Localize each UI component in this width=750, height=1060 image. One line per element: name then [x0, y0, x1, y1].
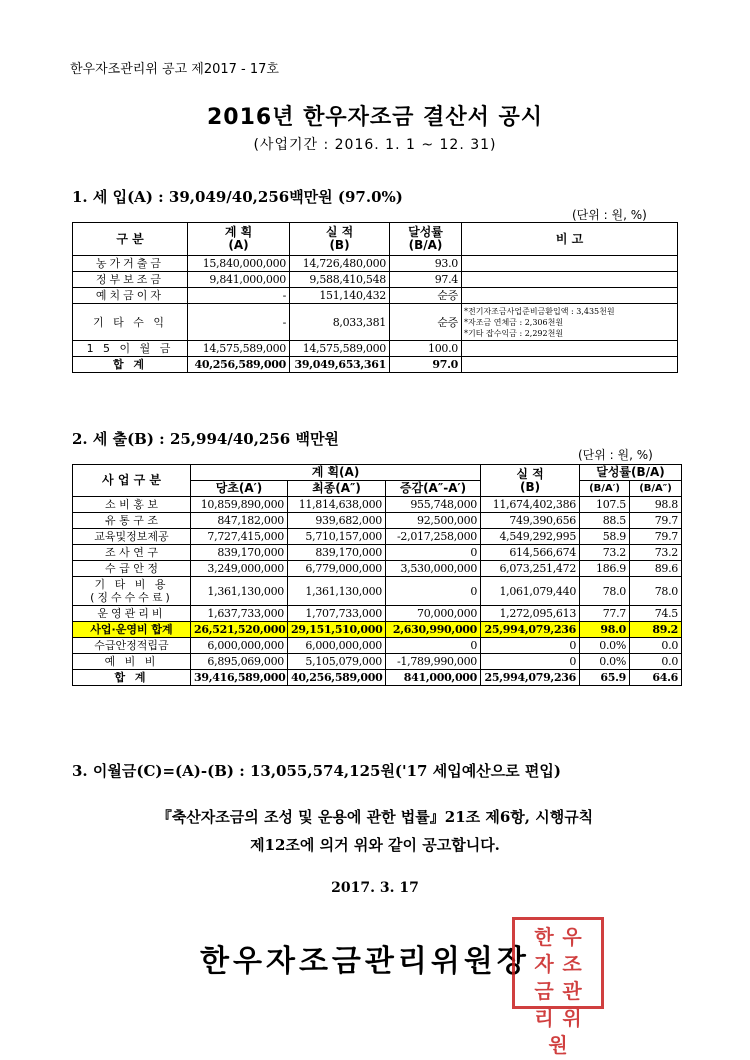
col-plan: 계 획(A) — [191, 465, 481, 481]
table-row — [73, 304, 678, 341]
final-value: 6,000,000,000 — [288, 638, 386, 654]
actual-value: 14,575,589,000 — [290, 341, 390, 357]
initial-value: 10,859,890,000 — [191, 497, 288, 513]
actual-value: 1,061,079,440 — [481, 577, 580, 606]
actual-value: 11,674,402,386 — [481, 497, 580, 513]
diff-value: -2,017,258,000 — [386, 529, 481, 545]
rate-final-value: 98.8 — [630, 497, 682, 513]
remarks-cell — [462, 288, 678, 304]
rate-final-value: 0.0 — [630, 638, 682, 654]
initial-value: 39,416,589,000 — [191, 670, 288, 686]
row-label: 합 계 — [73, 357, 188, 373]
row-label: 정부보조금 — [73, 272, 188, 288]
actual-value: 1,272,095,613 — [481, 606, 580, 622]
initial-value: 1,637,733,000 — [191, 606, 288, 622]
rate-value: 순증 — [390, 304, 462, 341]
diff-value: -1,789,990,000 — [386, 654, 481, 670]
diff-value: 92,500,000 — [386, 513, 481, 529]
signature-title: 한우자조금관리위원장 — [200, 944, 530, 979]
law-line-2: 제12조에 의거 위와 같이 공고합니다. — [250, 836, 500, 854]
rate-final-value: 74.5 — [630, 606, 682, 622]
revenue-table — [72, 222, 678, 373]
rate-final-value: 0.0 — [630, 654, 682, 670]
initial-value: 6,000,000,000 — [191, 638, 288, 654]
row-label: 운영관리비 — [73, 606, 191, 622]
table-row — [73, 638, 682, 654]
business-period: (사업기간 : 2016. 1. 1 ~ 12. 31) — [253, 137, 497, 153]
plan-value: 40,256,589,000 — [188, 357, 290, 373]
final-value: 11,814,638,000 — [288, 497, 386, 513]
actual-value: 25,994,079,236 — [481, 622, 580, 638]
col-business: 사 업 구 분 — [73, 465, 191, 497]
revenue-header-row — [73, 223, 678, 256]
row-label: 합 계 — [73, 670, 191, 686]
final-value: 1,361,130,000 — [288, 577, 386, 606]
rate-initial-value: 77.7 — [580, 606, 630, 622]
initial-value: 3,249,000,000 — [191, 561, 288, 577]
expenditure-table — [72, 464, 682, 686]
table-row — [73, 606, 682, 622]
col-actual: 실 적 (B) — [481, 465, 580, 497]
actual-value: 4,549,292,995 — [481, 529, 580, 545]
rate-initial-value: 88.5 — [580, 513, 630, 529]
rate-initial-value: 0.0% — [580, 654, 630, 670]
remark-note: *기타 잡수익금 : 2,292천원 — [464, 328, 564, 338]
announcement-date: 2017. 3. 17 — [331, 880, 419, 896]
seal-char: 리 — [534, 1006, 554, 1030]
final-value: 939,682,000 — [288, 513, 386, 529]
rate-initial-value: 107.5 — [580, 497, 630, 513]
plan-value: - — [188, 288, 290, 304]
col-category: 구 분 — [73, 223, 188, 256]
remarks-cell — [462, 304, 678, 341]
rate-initial-value: 98.0 — [580, 622, 630, 638]
actual-value: 8,033,381 — [290, 304, 390, 341]
rate-value: 97.4 — [390, 272, 462, 288]
rate-final-value: 89.2 — [630, 622, 682, 638]
diff-value: 955,748,000 — [386, 497, 481, 513]
table-row — [73, 256, 678, 272]
diff-value: 70,000,000 — [386, 606, 481, 622]
table-row — [73, 561, 682, 577]
subtotal-row — [73, 622, 682, 638]
row-label: 사업·운영비 합계 — [73, 622, 191, 638]
remarks-cell — [462, 341, 678, 357]
col-initial: 당초(A′) — [191, 481, 288, 497]
table-row — [73, 654, 682, 670]
law-line-1: 『축산자조금의 조성 및 운용에 관한 법률』21조 제6항, 시행규칙 — [156, 808, 594, 826]
expenditure-header-row — [73, 465, 682, 481]
actual-value: 749,390,656 — [481, 513, 580, 529]
row-label: 수 급 안 정 — [73, 561, 191, 577]
final-value: 839,170,000 — [288, 545, 386, 561]
seal-char: 관 — [562, 979, 582, 1003]
plan-value: 14,575,589,000 — [188, 341, 290, 357]
final-value: 29,151,510,000 — [288, 622, 386, 638]
seal-char: 원 — [548, 1033, 568, 1057]
rate-initial-value: 65.9 — [580, 670, 630, 686]
rate-final-value: 73.2 — [630, 545, 682, 561]
seal-char: 우 — [562, 925, 582, 949]
rate-value: 93.0 — [390, 256, 462, 272]
total-row — [73, 357, 678, 373]
seal-char: 위 — [562, 1006, 582, 1030]
remarks-cell — [462, 357, 678, 373]
initial-value: 6,895,069,000 — [191, 654, 288, 670]
row-label: 소 비 홍 보 — [73, 497, 191, 513]
rate-final-value: 89.6 — [630, 561, 682, 577]
section1-heading: 1. 세 입(A) : 39,049/40,256백만원 (97.0%) — [72, 188, 403, 206]
initial-value: 1,361,130,000 — [191, 577, 288, 606]
row-label: 기 타 비 용 (징수수수료) — [73, 577, 191, 606]
section2-unit: (단위 : 원, %) — [578, 448, 653, 462]
col-final: 최종(A″) — [288, 481, 386, 497]
seal-char: 금 — [534, 979, 554, 1003]
rate-final-value: 78.0 — [630, 577, 682, 606]
actual-value: 0 — [481, 638, 580, 654]
initial-value: 26,521,520,000 — [191, 622, 288, 638]
final-value: 5,710,157,000 — [288, 529, 386, 545]
notice-number: 한우자조관리위 공고 제2017 - 17호 — [70, 62, 279, 77]
actual-value: 151,140,432 — [290, 288, 390, 304]
diff-value: 0 — [386, 577, 481, 606]
rate-final-value: 64.6 — [630, 670, 682, 686]
diff-value: 0 — [386, 638, 481, 654]
actual-value: 9,588,410,548 — [290, 272, 390, 288]
actual-value: 0 — [481, 654, 580, 670]
section3-heading: 3. 이월금(C)=(A)-(B) : 13,055,574,125원('17 세입예산으로 편입) — [72, 762, 561, 780]
seal-char: 조 — [562, 952, 582, 976]
col-plan: 계 획 (A) — [188, 223, 290, 256]
actual-value: 614,566,674 — [481, 545, 580, 561]
table-row — [73, 341, 678, 357]
col-actual: 실 적 (B) — [290, 223, 390, 256]
rate-final-value: 79.7 — [630, 529, 682, 545]
rate-value: 순증 — [390, 288, 462, 304]
row-label: 기 타 수 익 — [73, 304, 188, 341]
col-rate: 달성률 (B/A) — [390, 223, 462, 256]
diff-value: 3,530,000,000 — [386, 561, 481, 577]
row-label: 교육및정보제공 — [73, 529, 191, 545]
remark-note: *전기자조금사업준비금환입액 : 3,435천원 — [464, 306, 615, 316]
table-row — [73, 288, 678, 304]
diff-value: 2,630,990,000 — [386, 622, 481, 638]
row-label: 농가거출금 — [73, 256, 188, 272]
remarks-cell — [462, 272, 678, 288]
section2-heading: 2. 세 출(B) : 25,994/40,256 백만원 — [72, 430, 339, 448]
remark-note: *자조금 연체금 : 2,306천원 — [464, 317, 564, 327]
final-value: 6,779,000,000 — [288, 561, 386, 577]
row-label: 유 통 구 조 — [73, 513, 191, 529]
table-row — [73, 272, 678, 288]
final-value: 40,256,589,000 — [288, 670, 386, 686]
row-label: 1 5 이 월 금 — [73, 341, 188, 357]
page-title: 2016년 한우자조금 결산서 공시 — [207, 105, 543, 130]
seal-char: 자 — [534, 952, 554, 976]
rate-value: 100.0 — [390, 341, 462, 357]
rate-initial-value: 186.9 — [580, 561, 630, 577]
section1-unit: (단위 : 원, %) — [572, 208, 647, 222]
actual-value: 6,073,251,472 — [481, 561, 580, 577]
actual-value: 14,726,480,000 — [290, 256, 390, 272]
table-row — [73, 513, 682, 529]
col-rate-initial: (B/A′) — [580, 481, 630, 497]
rate-value: 97.0 — [390, 357, 462, 373]
final-value: 1,707,733,000 — [288, 606, 386, 622]
rate-initial-value: 58.9 — [580, 529, 630, 545]
remarks-cell — [462, 256, 678, 272]
col-rate-final: (B/A″) — [630, 481, 682, 497]
initial-value: 839,170,000 — [191, 545, 288, 561]
table-row — [73, 529, 682, 545]
table-row — [73, 497, 682, 513]
final-value: 5,105,079,000 — [288, 654, 386, 670]
diff-value: 841,000,000 — [386, 670, 481, 686]
col-diff: 증감(A″-A′) — [386, 481, 481, 497]
plan-value: 15,840,000,000 — [188, 256, 290, 272]
rate-final-value: 79.7 — [630, 513, 682, 529]
row-label: 예 비 비 — [73, 654, 191, 670]
actual-value: 39,049,653,361 — [290, 357, 390, 373]
rate-initial-value: 73.2 — [580, 545, 630, 561]
plan-value: 9,841,000,000 — [188, 272, 290, 288]
col-rate: 달성률(B/A) — [580, 465, 682, 481]
table-row — [73, 545, 682, 561]
official-seal — [512, 917, 604, 1057]
row-label: 조 사 연 구 — [73, 545, 191, 561]
rate-initial-value: 0.0% — [580, 638, 630, 654]
row-label: 예치금이자 — [73, 288, 188, 304]
initial-value: 847,182,000 — [191, 513, 288, 529]
seal-char: 한 — [534, 925, 554, 949]
initial-value: 7,727,415,000 — [191, 529, 288, 545]
plan-value: - — [188, 304, 290, 341]
total-row — [73, 670, 682, 686]
row-label: 수급안정적립금 — [73, 638, 191, 654]
actual-value: 25,994,079,236 — [481, 670, 580, 686]
table-row — [73, 577, 682, 606]
rate-initial-value: 78.0 — [580, 577, 630, 606]
col-remarks: 비 고 — [462, 223, 678, 256]
diff-value: 0 — [386, 545, 481, 561]
